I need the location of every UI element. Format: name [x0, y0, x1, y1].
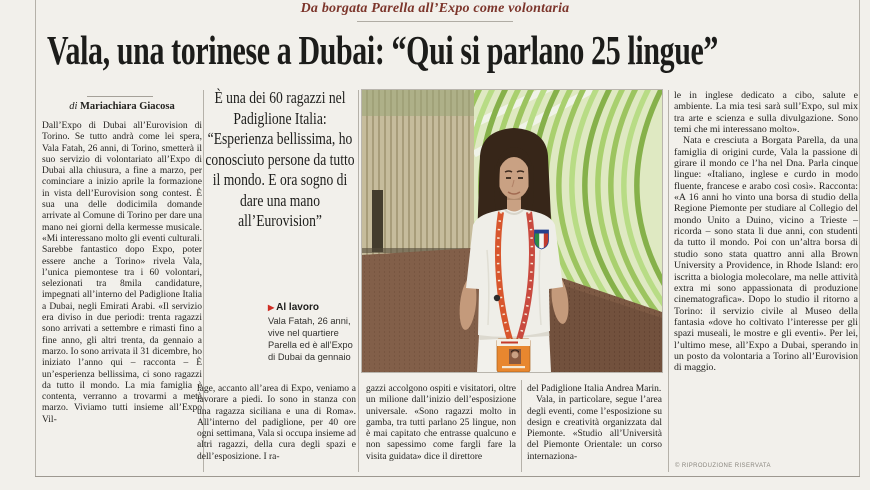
pull-quote-block [202, 88, 358, 232]
caption-triangle-icon: ▶ [268, 303, 275, 312]
column-divider [358, 90, 359, 472]
kicker: Da borgata Parella all’Expo come volontaria [300, 1, 570, 16]
copyright-note: © RIPRODUZIONE RISERVATA [675, 463, 771, 469]
paragraph: Nata e cresciuta a Borgata Parella, da una famiglia di origini curde, Vala la passione di girare il mondo ce l’ha nel Dna. Parla cinque lingue: «Italiano, inglese e curdo in modo fluente, francese e arabo così così». Racconta: «A 16 anni ho vinto una borsa di studio della Regione Piemonte per studiare al Collegio del mondo Unito a Duino, vicino a Trieste – ricorda – sono stata lì due anni, con studenti da tutto il mondo. Poi con un’altra borsa di studio sono stata quattro anni alla Brown University a Providence, in Rhode Island: ero iscritta a biologia molecolare, ma nelle attività extra mi sono appassionata di produzione cinematografica». Dopo lo studio il ritorno a Torino: il servizio civile al Museo della fantasia «dove ho coltivato l’interesse per gli spazi museali, le mostre e gli eventi». Per lei, l’ultimo mese, all’Expo a Dubai, sperando in un posto da volontaria a Torino all’Eurovision di maggio. [674, 135, 858, 374]
body-column-1 [42, 121, 202, 473]
byline-prefix: di [69, 101, 78, 112]
pull-quote: È una dei 60 ragazzi nel Padiglione Italia: “Esperienza bellissima, ho conosciuto persone da tutto il mondo. E ora sogno di dare una mano all’Eurovision” [205, 88, 355, 230]
article-photo [362, 90, 662, 372]
caption-title-row [268, 302, 358, 313]
left-page-rule [35, 0, 36, 476]
headline: Vala, una torinese a Dubai: “Qui si parlano 25 lingue” [47, 27, 719, 73]
bottom-page-rule [35, 476, 860, 477]
paragraph: del Padiglione Italia Andrea Marin. [527, 384, 662, 394]
paragraph: Dall’Expo di Dubai all’Eurovision di Torino. Se tutto andrà come lei spera, Vala Fatah, 26 anni, di Torino, smetterà il suo servizio di volontariato all’Expo di Dubai alla chiusura, a fine a marzo, per cominciare a inizio aprile la formazione in vista dell’Eurovision song contest. È sua una delle dodicimila domande arrivate al Comune di Torino per dare una mano nei giorni della kermesse musicale. «Mi interessano molto gli eventi culturali. Sarebbe fantastico dopo Expo, poter essere anche a Torino» rivela Vala, l’unica piemontese tra i 60 volontari, selezionati tra 8mila candidature, impegnati all’interno del Padiglione Italia a Dubai, negli Emirati Arabi. «Il servizio era diviso in due periodi: trenta ragazzi sono arrivati a settembre e rimasti fino a fine anno, gli altri trenta, da gennaio a marzo. Io sono arrivata il 31 dicembre, ho iniziato l’anno qui – racconta – È un’esperienza bellissima, ci sono ragazzi da tutto il mondo. La mia famiglia è contenta, verranno a trovarmi a metà marzo. Viviamo tutti insieme all’Expo Vil- [42, 121, 202, 425]
photo-caption [268, 302, 358, 363]
byline [42, 101, 202, 112]
body-column-3 [366, 384, 516, 474]
body-column-right [674, 90, 858, 462]
paragraph: le in inglese dedicato a cibo, salute e ambiente. La mia tesi sarà sull’Expo, sul mix tra arte e scienza e sulla divulgazione. Sono temi che mi interessano molto». [674, 90, 858, 136]
column-divider [668, 90, 669, 472]
body-column-2 [197, 384, 356, 474]
caption-text: Vala Fatah, 26 anni, vive nel quartiere Parella ed è all’Expo di Dubai da gennaio [268, 316, 353, 362]
right-page-rule [859, 0, 860, 476]
paragraph: Vala, in particolare, segue l’area degli eventi, come l’esposizione su design e creatività organizzata dal Piemonte. «Studio all’Università del Piemonte Orientale: un corso internaziona- [527, 395, 662, 462]
body-column-4 [527, 384, 662, 474]
byline-overline [87, 96, 153, 97]
paragraph: lage, accanto all’area di Expo, veniamo a lavorare a piedi. Io sono in stanza con una ragazza siciliana e una di Roma». All’interno del padiglione, per 40 ore ogni settimana, Vala si occupa insieme ad altri ragazzi, della cura degli spazi e dell’esposizione. I ra- [197, 384, 356, 462]
photo-illustration [362, 90, 662, 372]
paragraph: gazzi accolgono ospiti e visitatori, oltre un milione dall’inizio dell’esposizione universale. «Sono ragazzi molto in gamba, tra tutti parlano 25 lingue, non è mai capitato che entrasse qualcuno e non sapessimo come fargli fare la visita guidata» dice il direttore [366, 384, 516, 462]
kicker-underline [357, 21, 513, 22]
column-divider [521, 380, 522, 472]
byline-author: Mariachiara Giacosa [80, 101, 175, 112]
caption-title: Al lavoro [276, 302, 319, 313]
